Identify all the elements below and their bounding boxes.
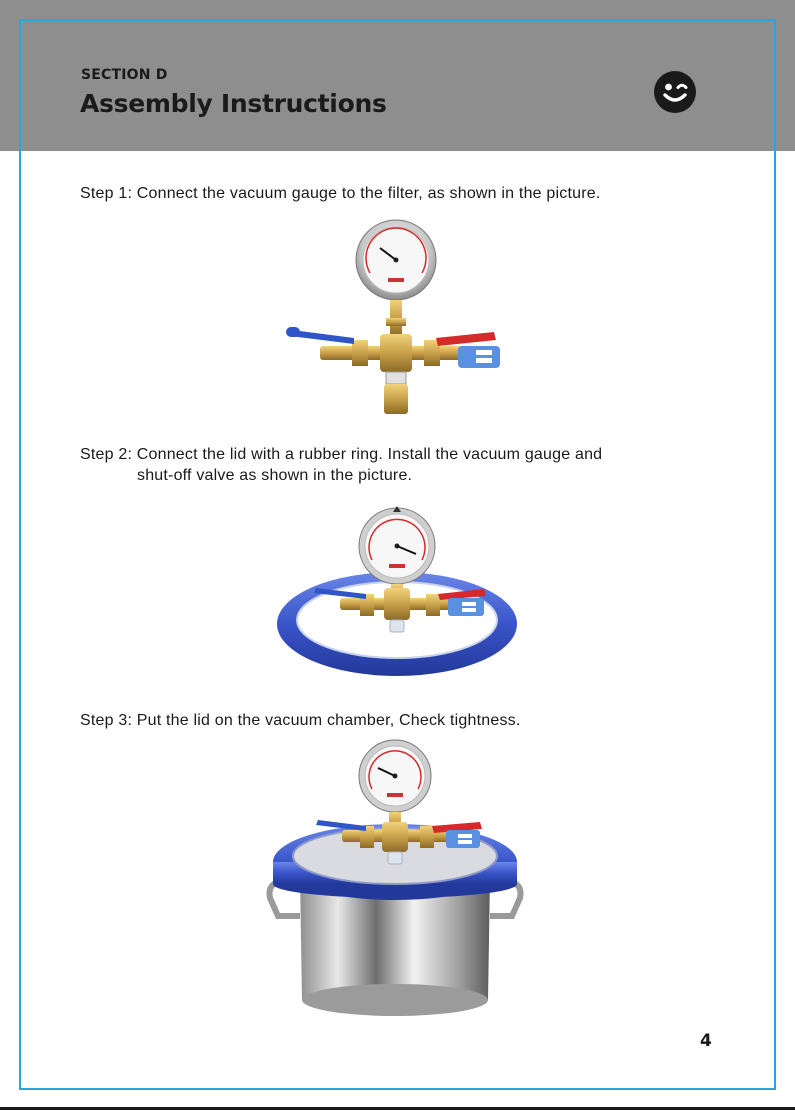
vacuum-chamber-photo [250,738,540,1028]
winking-smiley-icon [653,70,697,114]
page-title: Assembly Instructions [80,89,387,118]
step-2-text-line-2: shut-off valve as shown in the picture. [137,467,413,484]
lid-with-gauge-photo [262,496,532,694]
page-number: 4 [700,1031,712,1051]
gauge-manifold-photo [272,218,520,426]
step-3-text: Step 3: Put the lid on the vacuum chamber, Check tightness. [80,712,521,729]
section-label: SECTION D [81,67,168,83]
step-1-text: Step 1: Connect the vacuum gauge to the filter, as shown in the picture. [80,185,601,202]
step-2-text-line-1: Step 2: Connect the lid with a rubber ring. Install the vacuum gauge and [80,446,603,463]
